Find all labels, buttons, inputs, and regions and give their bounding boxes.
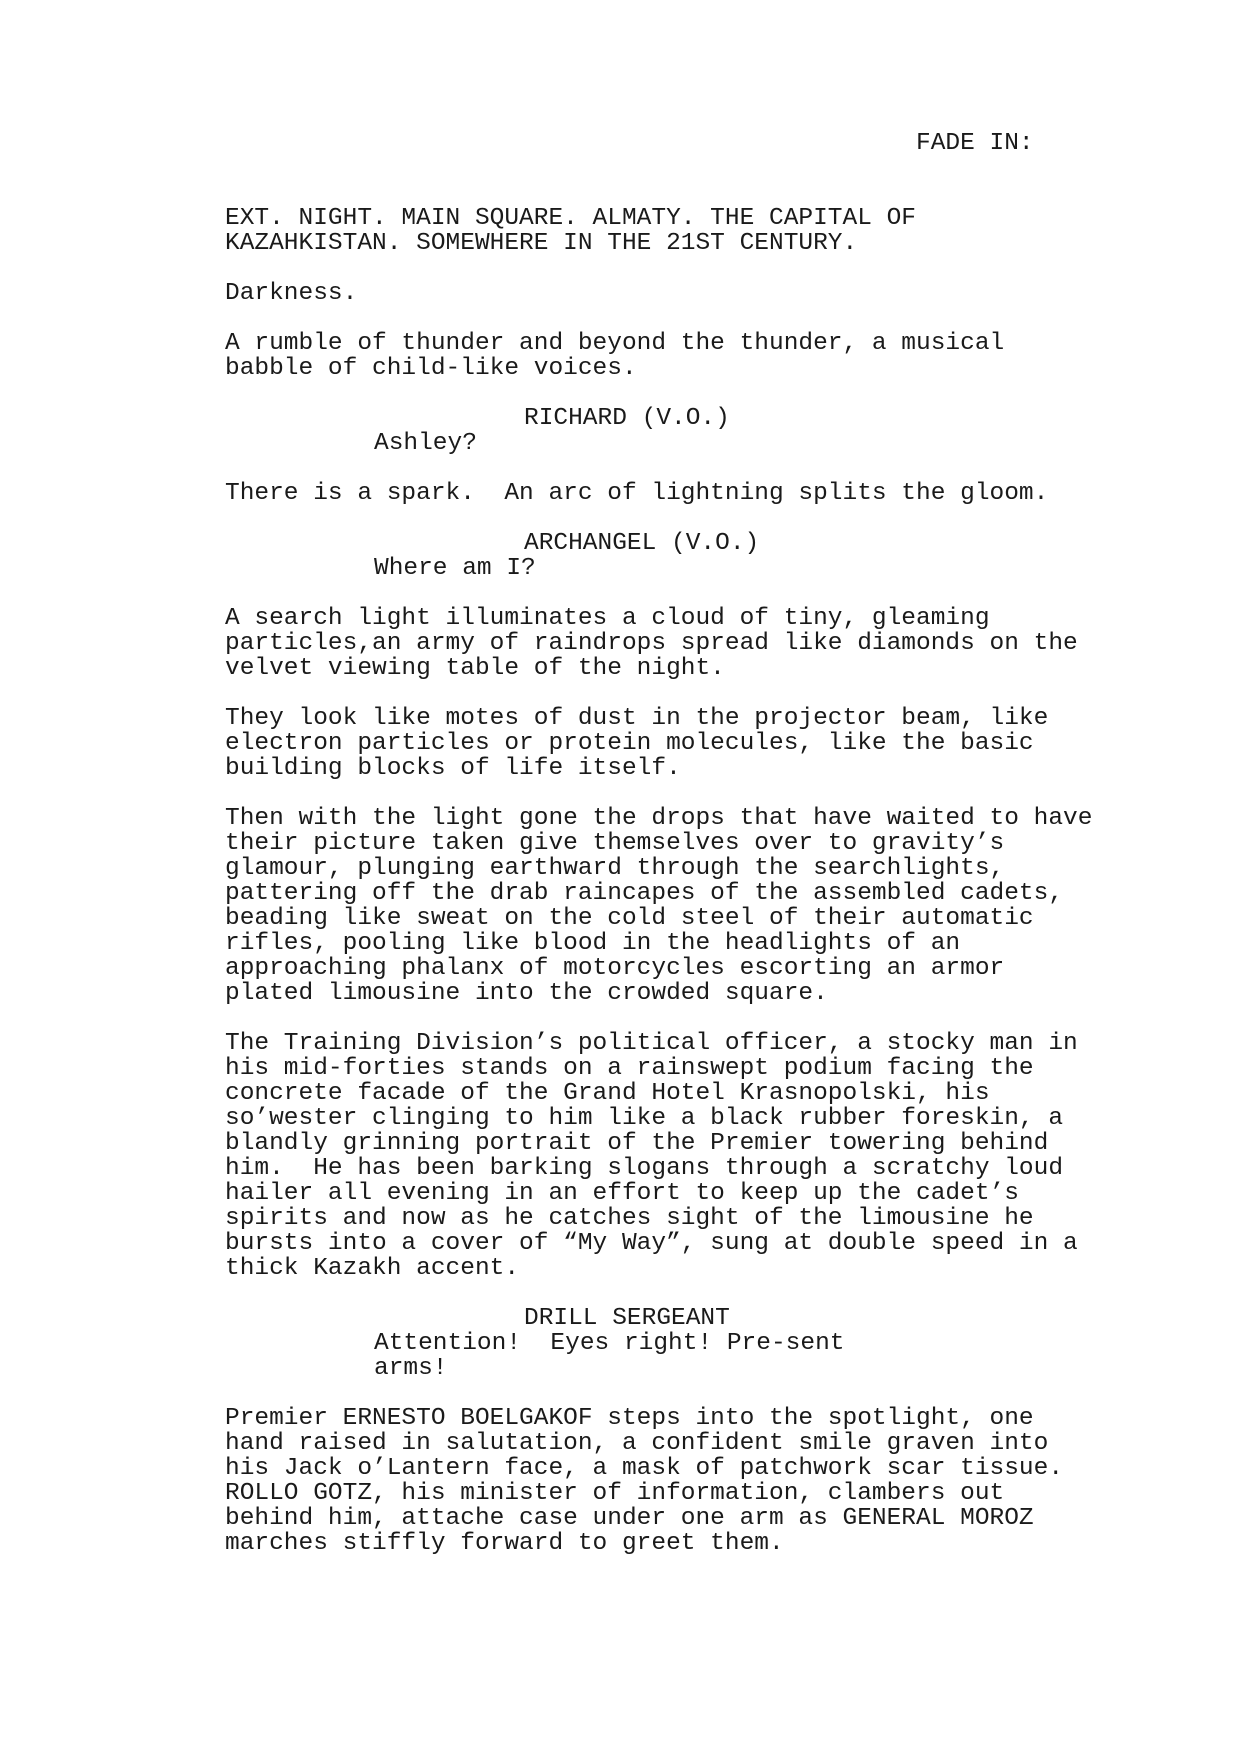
dialogue-line: Where am I? [374, 555, 536, 582]
action-line: A rumble of thunder and beyond the thunder, a musical [225, 330, 1005, 357]
action-line: bursts into a cover of “My Way”, sung at double speed in a [225, 1230, 1078, 1257]
action-line: hailer all evening in an effort to keep up the cadet’s [225, 1180, 1019, 1207]
action-line: Then with the light gone the drops that have waited to have [225, 805, 1093, 832]
action-line: velvet viewing table of the night. [225, 655, 725, 682]
action-line: electron particles or protein molecules, like the basic [225, 730, 1034, 757]
action-line: so’wester clinging to him like a black rubber foreskin, a [225, 1105, 1064, 1132]
action-line: approaching phalanx of motorcycles escorting an armor [225, 955, 1005, 982]
action-line: his Jack o’Lantern face, a mask of patchwork scar tissue. [225, 1455, 1064, 1482]
action-line: his mid-forties stands on a rainswept podium facing the [225, 1055, 1034, 1082]
action-line: him. He has been barking slogans through a scratchy loud [225, 1155, 1064, 1182]
action-line: marches stiffly forward to greet them. [225, 1530, 784, 1557]
character-name: DRILL SERGEANT [524, 1305, 730, 1332]
dialogue-line: arms! [374, 1355, 448, 1382]
character-name: RICHARD (V.O.) [524, 405, 730, 432]
action-line: thick Kazakh accent. [225, 1255, 520, 1282]
action-line: blandly grinning portrait of the Premier towering behind [225, 1130, 1049, 1157]
action-line: behind him, attache case under one arm as GENERAL MOROZ [225, 1505, 1034, 1532]
action-line: babble of child-like voices. [225, 355, 637, 382]
scene-heading: EXT. NIGHT. MAIN SQUARE. ALMATY. THE CAPITAL OF [225, 205, 917, 232]
dialogue-line: Attention! Eyes right! Pre-sent [374, 1330, 845, 1357]
action-line: beading like sweat on the cold steel of their automatic [225, 905, 1034, 932]
action-line: ROLLO GOTZ, his minister of information, clambers out [225, 1480, 1005, 1507]
action-line: The Training Division’s political officer, a stocky man in [225, 1030, 1078, 1057]
action-line: plated limousine into the crowded square. [225, 980, 828, 1007]
action-line: There is a spark. An arc of lightning splits the gloom. [225, 480, 1049, 507]
action-line: hand raised in salutation, a confident smile graven into [225, 1430, 1049, 1457]
action-line: Premier ERNESTO BOELGAKOF steps into the spotlight, one [225, 1405, 1034, 1432]
action-line: A search light illuminates a cloud of tiny, gleaming [225, 605, 990, 632]
action-line: their picture taken give themselves over to gravity’s [225, 830, 1005, 857]
dialogue-line: Ashley? [374, 430, 477, 457]
action-line: rifles, pooling like blood in the headlights of an [225, 930, 961, 957]
action-line: They look like motes of dust in the projector beam, like [225, 705, 1049, 732]
character-name: ARCHANGEL (V.O.) [524, 530, 760, 557]
action-line: building blocks of life itself. [225, 755, 681, 782]
action-line: particles,an army of raindrops spread like diamonds on the [225, 630, 1078, 657]
action-line: pattering off the drab raincapes of the assembled cadets, [225, 880, 1064, 907]
action-line: Darkness. [225, 280, 358, 307]
action-line: concrete facade of the Grand Hotel Krasnopolski, his [225, 1080, 990, 1107]
action-line: glamour, plunging earthward through the searchlights, [225, 855, 1005, 882]
scene-heading: KAZAHKISTAN. SOMEWHERE IN THE 21ST CENTURY. [225, 230, 858, 257]
action-line: spirits and now as he catches sight of the limousine he [225, 1205, 1034, 1232]
transition: FADE IN: [916, 130, 1034, 157]
